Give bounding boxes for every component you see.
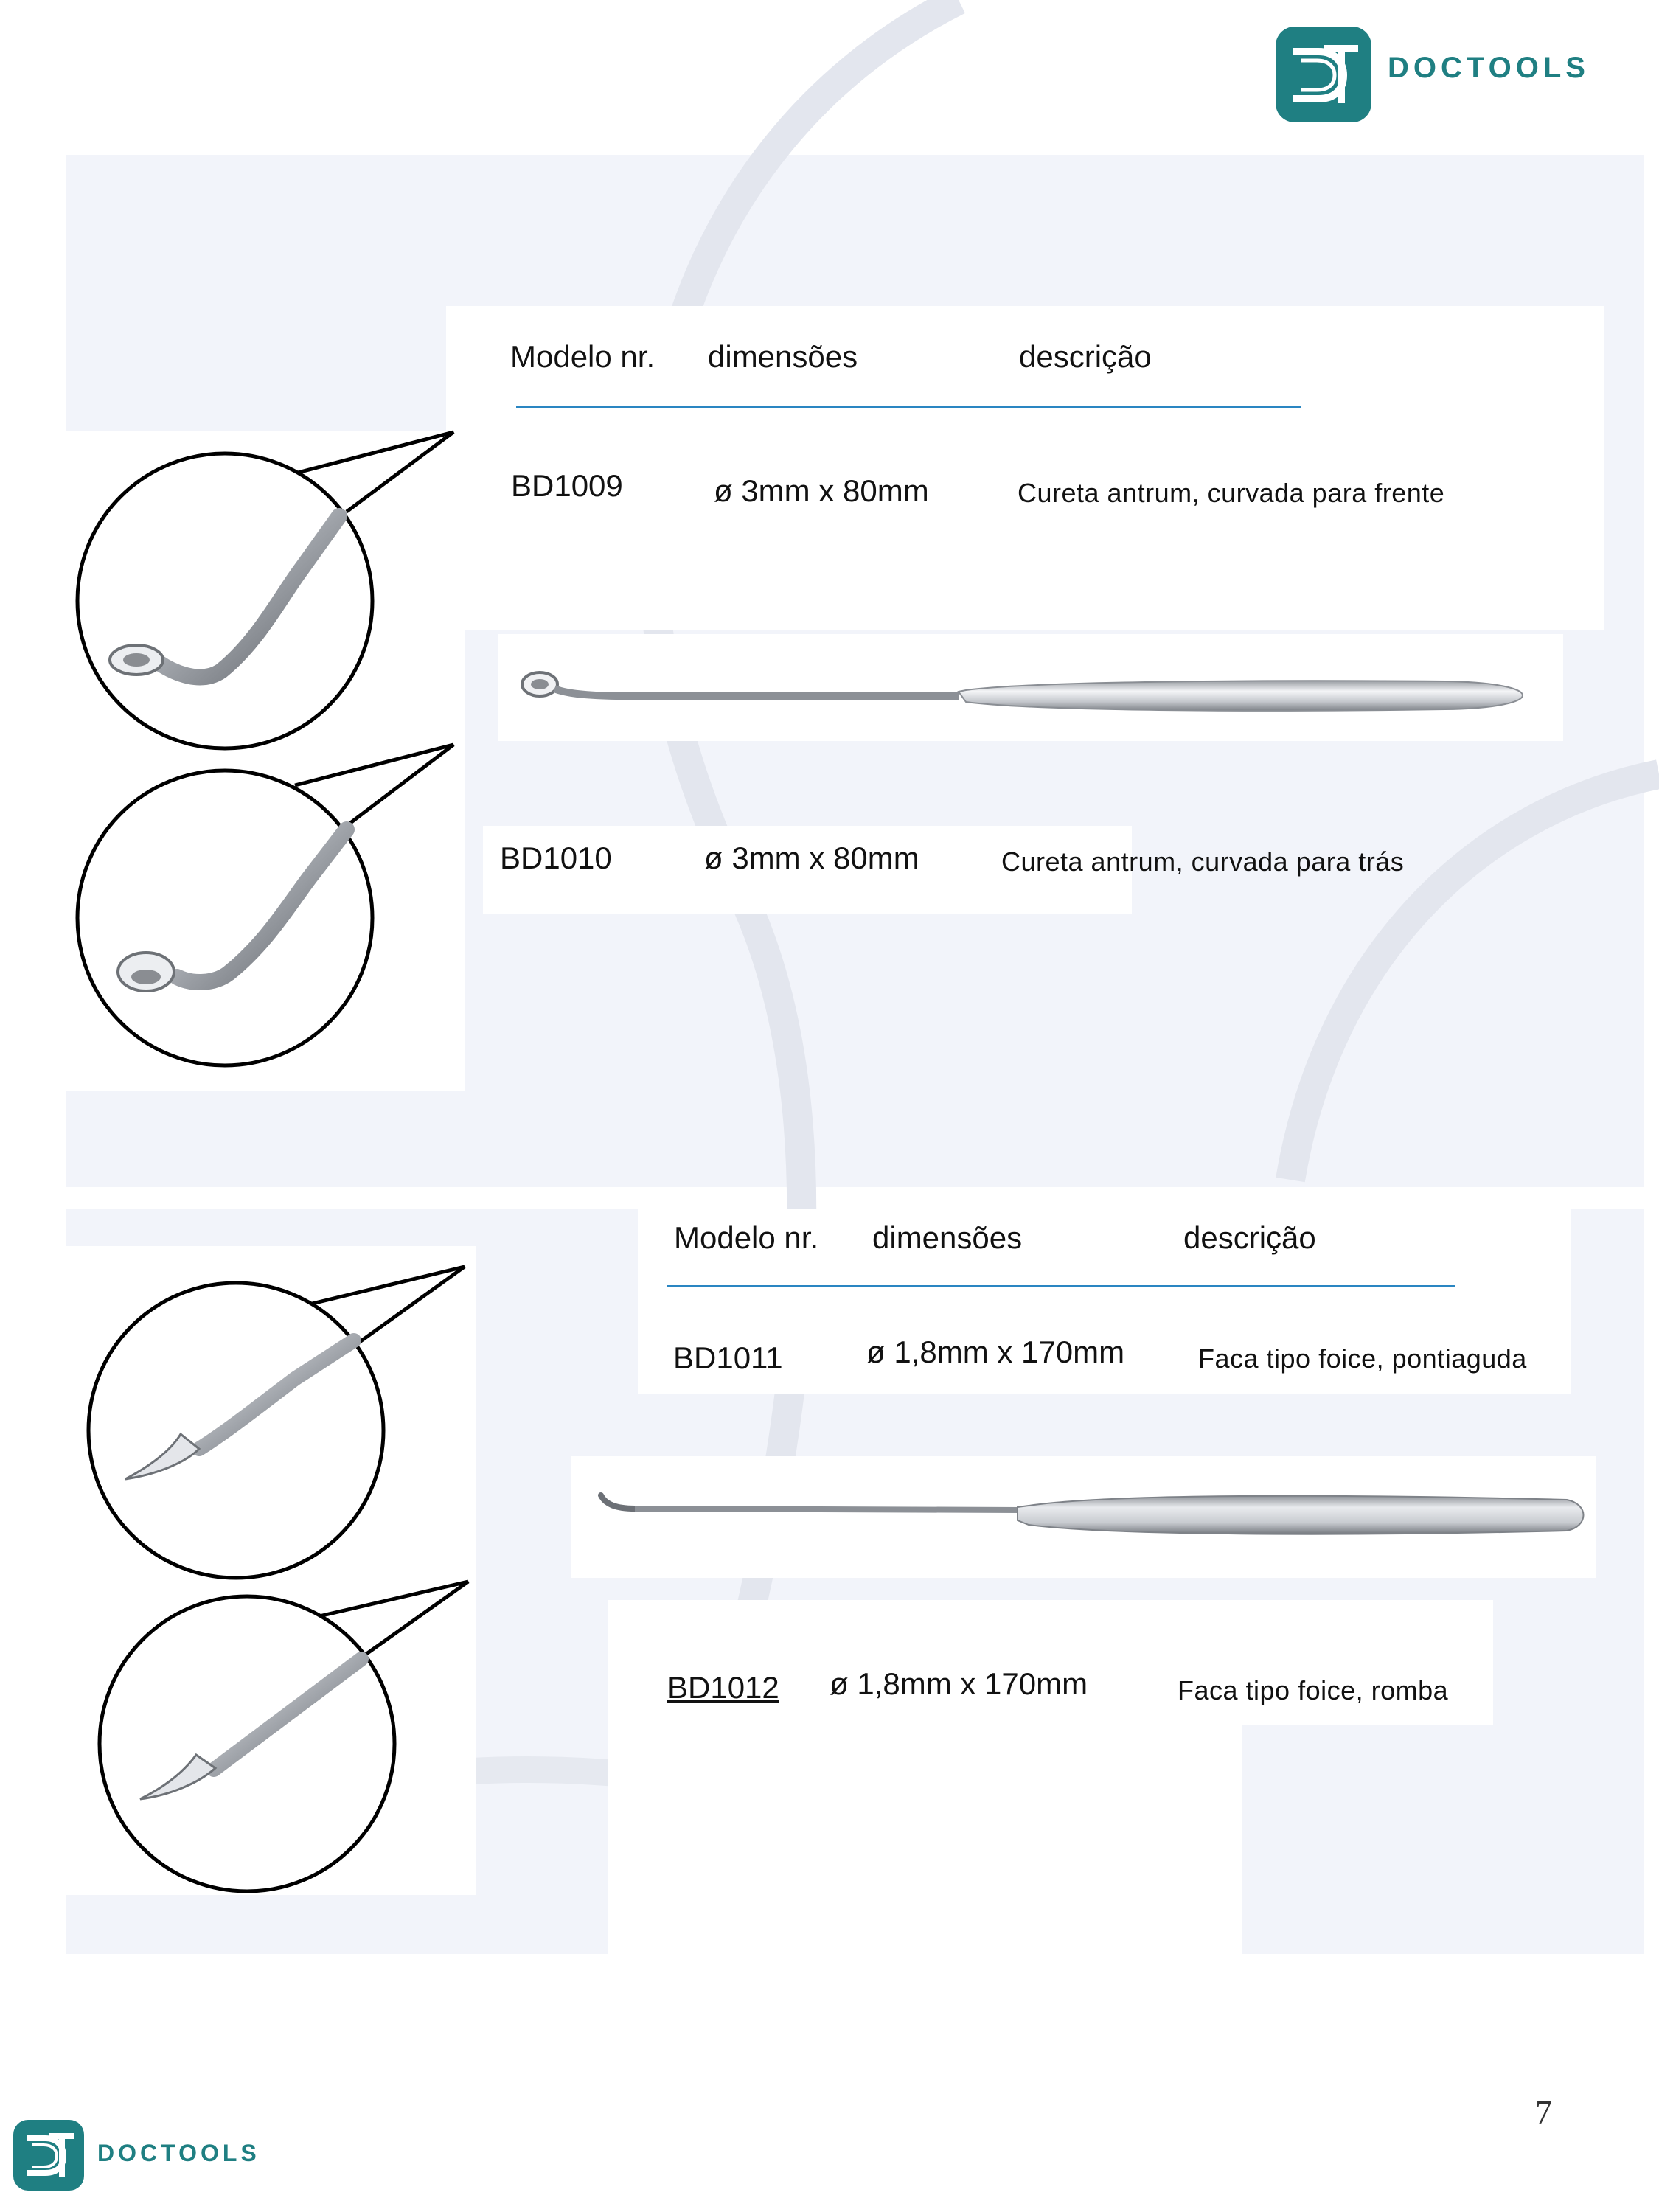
table2-header-rule <box>667 1285 1455 1287</box>
table1-header-desc: descrição <box>1019 339 1152 374</box>
brand-name-header: DOCTOOLS <box>1388 52 1590 84</box>
table1-header-rule <box>516 406 1301 408</box>
page-number: 7 <box>1535 2093 1552 2131</box>
brand-name-footer: DOCTOOLS <box>97 2140 260 2166</box>
table2-header-desc: descrição <box>1183 1220 1316 1255</box>
table2-header-model: Modelo nr. <box>674 1220 819 1255</box>
table2-row1-desc: Faca tipo foice, pontiaguda <box>1198 1343 1527 1374</box>
table1-row1-desc: Cureta antrum, curvada para frente <box>1018 478 1445 508</box>
table2-header-dims: dimensões <box>872 1220 1023 1255</box>
table2-row2-desc: Faca tipo foice, romba <box>1178 1675 1449 1705</box>
table1-row2-desc: Cureta antrum, curvada para trás <box>1001 846 1405 877</box>
table1-header-model: Modelo nr. <box>510 339 655 374</box>
table2-row2-panel <box>608 1600 1493 1725</box>
table2-row2-model: BD1012 <box>667 1670 779 1705</box>
brand-logo-mark-icon <box>1276 27 1371 122</box>
table2-row1-model: BD1011 <box>673 1340 783 1375</box>
sickle-knife-instrument-icon <box>594 1475 1589 1556</box>
table1-row2-dims: ø 3mm x 80mm <box>704 841 919 875</box>
magnified-sickle-tip-icon <box>52 1253 479 1902</box>
lower-white-panel <box>608 1725 1242 2183</box>
table1-row1-dims: ø 3mm x 80mm <box>714 473 929 508</box>
magnified-tip-icon <box>74 428 487 1091</box>
table1-row1-model: BD1009 <box>511 468 623 503</box>
table2-row2-dims: ø 1,8mm x 170mm <box>830 1666 1088 1701</box>
table2-row1-dims: ø 1,8mm x 170mm <box>866 1335 1125 1369</box>
curette-instrument-icon <box>516 649 1548 730</box>
footer-brand-logo-mark-icon <box>13 2120 84 2191</box>
table1-header-dims: dimensões <box>708 339 858 374</box>
table1-row2-model: BD1010 <box>500 841 612 875</box>
